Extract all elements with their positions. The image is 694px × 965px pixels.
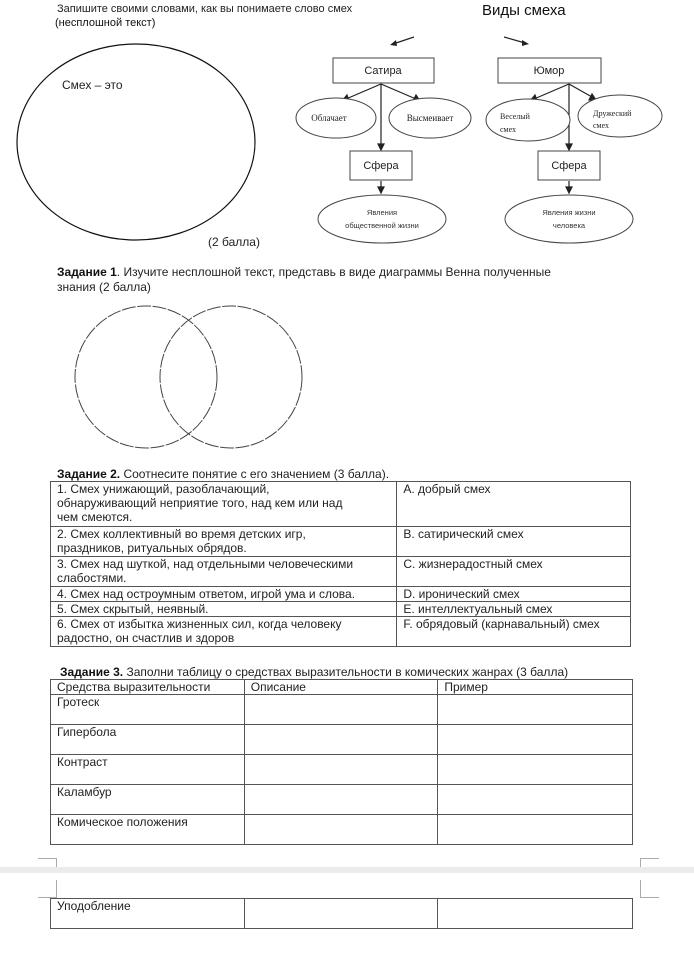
means-name: Контраст bbox=[51, 755, 245, 785]
expressive-means-table bbox=[50, 679, 633, 845]
table-row bbox=[51, 899, 633, 929]
matching-concept: 2. Смех коллективный во время детских игр, праздников, ритуальных обрядов. bbox=[51, 527, 397, 557]
task1-text: . Изучите несплошной текст, представь в виде диаграммы Венна полученные bbox=[116, 265, 551, 279]
definition-oval[interactable] bbox=[17, 44, 255, 240]
expressive-means-table-continued bbox=[50, 898, 633, 929]
matching-concept: 4. Смех над остроумным ответом, игрой ума и слова. bbox=[51, 587, 397, 602]
matching-table bbox=[50, 481, 631, 647]
means-name: Уподобление bbox=[51, 899, 245, 929]
satire-label: Сатира bbox=[364, 65, 402, 77]
example-cell[interactable] bbox=[438, 695, 633, 725]
page-corner-mark bbox=[640, 880, 659, 898]
matching-meaning: E. интеллектуальный смех bbox=[397, 602, 631, 617]
arrow-to-humor bbox=[504, 37, 525, 43]
description-cell[interactable] bbox=[244, 695, 438, 725]
matching-row bbox=[51, 482, 631, 527]
table-row bbox=[51, 695, 633, 725]
matching-row bbox=[51, 617, 631, 647]
intro-points: (2 балла) bbox=[208, 235, 260, 249]
intro-subprompt: (несплошной текст) bbox=[55, 17, 156, 29]
satire-sphere-value-oval bbox=[318, 195, 446, 243]
page-corner-mark bbox=[38, 880, 57, 898]
table-row bbox=[51, 815, 633, 845]
satire-child-label: Облачает bbox=[311, 113, 347, 123]
task1-label: Задание 1 bbox=[57, 265, 117, 279]
example-cell[interactable] bbox=[438, 785, 633, 815]
matching-concept: 1. Смех унижающий, разоблачающий, обнаруживающий неприятие того, над кем или над чем смеются. bbox=[51, 482, 397, 527]
humor-sphere-value-line1: Явления жизни bbox=[542, 208, 596, 217]
task1-header bbox=[57, 265, 637, 295]
matching-row bbox=[51, 527, 631, 557]
matching-meaning: D. иронический смех bbox=[397, 587, 631, 602]
table-header-row bbox=[51, 680, 633, 695]
matching-row bbox=[51, 557, 631, 587]
table-row bbox=[51, 785, 633, 815]
table-row bbox=[51, 755, 633, 785]
task3-label: Задание 3. bbox=[60, 665, 124, 679]
means-name: Гипербола bbox=[51, 725, 245, 755]
matching-concept: 6. Смех от избытка жизненных сил, когда человеку радостно, он счастлив и здоров bbox=[51, 617, 397, 647]
venn-circle-right[interactable] bbox=[160, 306, 302, 448]
diagram-title: Виды смеха bbox=[482, 2, 566, 19]
humor-label: Юмор bbox=[533, 65, 565, 77]
satire-sphere-label: Сфера bbox=[363, 160, 399, 172]
satire-child-label: Высмеивает bbox=[406, 113, 454, 123]
means-name: Комическое положения bbox=[51, 815, 245, 845]
task1-text2: знания (2 балла) bbox=[57, 280, 151, 294]
matching-meaning: C. жизнерадостный смех bbox=[397, 557, 631, 587]
arrow-head-icon bbox=[390, 40, 397, 46]
oval-text: Смех – это bbox=[62, 78, 123, 92]
matching-meaning: B. сатирический смех bbox=[397, 527, 631, 557]
matching-row bbox=[51, 602, 631, 617]
intro-and-diagram-svg bbox=[0, 0, 694, 260]
humor-child-label-line2: смех bbox=[593, 121, 610, 130]
description-cell[interactable] bbox=[244, 755, 438, 785]
matching-concept: 5. Смех скрытый, неявный. bbox=[51, 602, 397, 617]
matching-concept: 3. Смех над шуткой, над отдельными человеческими слабостями. bbox=[51, 557, 397, 587]
humor-child-label-line1: Дружеский bbox=[593, 109, 632, 118]
matching-meaning: F. обрядовый (карнавальный) смех bbox=[397, 617, 631, 647]
page-break bbox=[0, 867, 694, 873]
task3-header bbox=[60, 665, 568, 679]
page-corner-mark bbox=[640, 858, 659, 867]
venn-circle-left[interactable] bbox=[75, 306, 217, 448]
intro-prompt: Запишите своими словами, как вы понимаете слово смех bbox=[57, 3, 353, 15]
task2-label: Задание 2. bbox=[57, 467, 121, 481]
column-header: Описание bbox=[244, 680, 438, 695]
matching-row bbox=[51, 587, 631, 602]
description-cell[interactable] bbox=[244, 725, 438, 755]
column-header: Средства выразительности bbox=[51, 680, 245, 695]
task3-text: Заполни таблицу о средствах выразительности в комических жанрах (3 балла) bbox=[123, 665, 569, 679]
humor-sphere-value-oval bbox=[505, 195, 633, 243]
description-cell[interactable] bbox=[244, 899, 438, 929]
means-name: Каламбур bbox=[51, 785, 245, 815]
example-cell[interactable] bbox=[438, 899, 633, 929]
satire-sphere-value-line2: общественной жизни bbox=[345, 221, 419, 230]
task2-header bbox=[57, 467, 389, 481]
example-cell[interactable] bbox=[438, 755, 633, 785]
humor-sphere-value-line2: человека bbox=[552, 221, 586, 230]
means-name: Гротеск bbox=[51, 695, 245, 725]
page-corner-mark bbox=[38, 858, 57, 867]
example-cell[interactable] bbox=[438, 815, 633, 845]
description-cell[interactable] bbox=[244, 785, 438, 815]
example-cell[interactable] bbox=[438, 725, 633, 755]
column-header: Пример bbox=[438, 680, 633, 695]
arrow-head-icon bbox=[522, 40, 529, 46]
venn-diagram bbox=[40, 295, 340, 465]
humor-child-label-line2: смех bbox=[500, 125, 517, 134]
matching-meaning: A. добрый смех bbox=[397, 482, 631, 527]
description-cell[interactable] bbox=[244, 815, 438, 845]
table-row bbox=[51, 725, 633, 755]
task2-text: Соотнесите понятие с его значением (3 балла). bbox=[120, 467, 390, 481]
humor-child-label-line1: Веселый bbox=[500, 112, 530, 121]
humor-sphere-label: Сфера bbox=[551, 160, 587, 172]
satire-sphere-value-line1: Явления bbox=[366, 208, 398, 217]
